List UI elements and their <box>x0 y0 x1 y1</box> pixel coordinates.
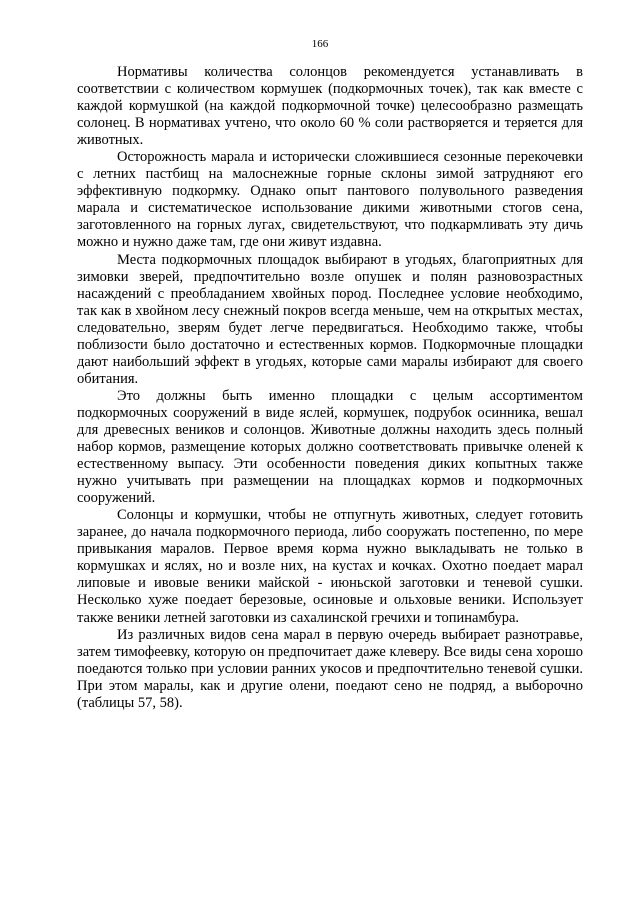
paragraph-6: Из различных видов сена марал в первую очередь выбирает разнотравье, затем тимофеевку, которую он предпочитает даже клеверу. Все виды сена хорошо поедаются только при условии ранних укосов и предпочтительно теневой сушки. При этом маралы, как и другие олени, поедают сено не подряд, а выборочно (таблицы 57, 58). <box>77 626 583 711</box>
page-number: 166 <box>311 38 329 50</box>
paragraph-5: Солонцы и кормушки, чтобы не отпугнуть животных, следует готовить заранее, до начала подкормочного периода, либо сооружать постепенно, по мере привыкания маралов. Первое время корма нужно выкладывать не только в кормушках и яслях, но и возле них, на кустах и кочках. Охотно поедает марал липовые и ивовые веники майской - июньской заготовки и теневой сушки. Несколько хуже поедает березовые, осиновые и ольховые веники. Использует также веники летней заготовки из сахалинской гречихи и топинамбура. <box>77 507 583 626</box>
paragraph-4: Это должны быть именно площадки с целым ассортиментом подкормочных сооружений в виде яслей, кормушек, подрубок осинника, вешал для древесных веников и солонцов. Животные должны находить здесь полный набор кормов, размещение которых должно соответствовать привычке оленей к естественному выпасу. Эти особенности поведения диких копытных также нужно учитывать при размещении на площадках кормов и подкормочных сооружений. <box>77 387 583 507</box>
paragraph-1: Нормативы количества солонцов рекомендуется устанавливать в соответствии с количеством кормушек (подкормочных точек), так как вместе с каждой кормушкой (на каждой подкормочной точке) целесообразно размещать солонец. В нормативах учтено, что около 60 % соли растворяется и теряется для животных. <box>77 64 583 149</box>
paragraph-3: Места подкормочных площадок выбирают в угодьях, благоприятных для зимовки зверей, предпочтительно возле опушек и полян разновозрастных насаждений с преобладанием хвойных пород. Последнее условие необходимо, так как в хвойном лесу снежный покров всегда меньше, чем на открытых местах, следовательно, зверям будет легче передвигаться. Необходимо также, чтобы поблизости было достаточно и естественных кормов. Подкормочные площадки дают наибольший эффект в угодьях, которые сами маралы избирают для своего обитания. <box>77 251 583 387</box>
document-body <box>77 64 583 712</box>
paragraph-2: Осторожность марала и исторически сложившиеся сезонные перекочевки с летних пастбищ на малоснежные горные склоны зимой затрудняют его эффективную подкормку. Однако опыт пантового полувольного разведения марала и систематическое использование дикими животными стогов сена, заготовленного на горных лугах, свидетельствуют, что подкармливать эту дичь можно и нужно даже там, где они живут издавна. <box>77 149 583 251</box>
